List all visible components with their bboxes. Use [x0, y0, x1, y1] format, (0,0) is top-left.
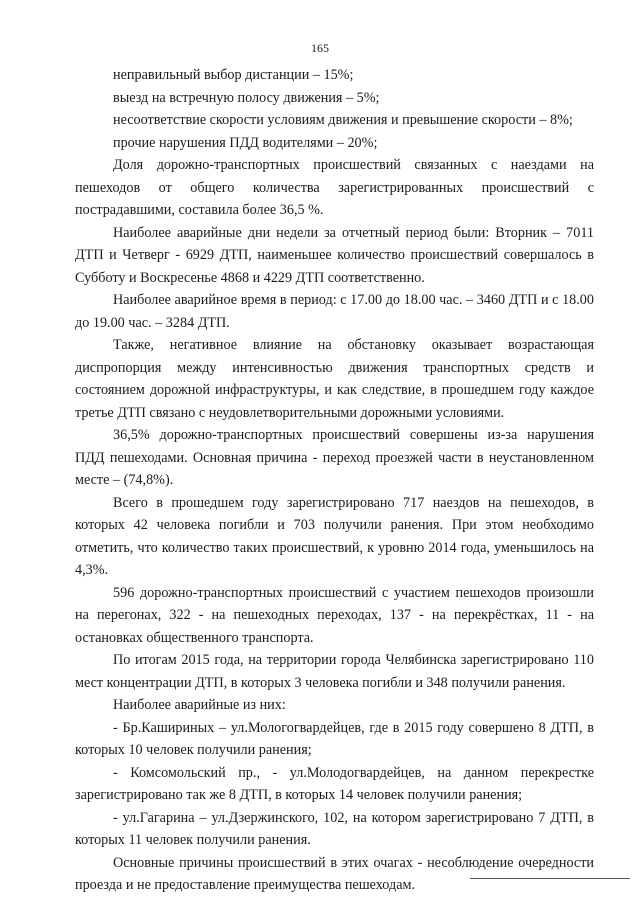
paragraph-14: - Бр.Кашириных – ул.Мологогвардейцев, где в 2015 году совершено 8 ДТП, в которых 10 человек получили ранения; [75, 719, 594, 758]
document-body [75, 64, 594, 897]
paragraph-12: По итогам 2015 года, на территории города Челябинска зарегистрировано 110 мест концентрации ДТП, в которых 3 человека погибли и 348 получили ранения. [75, 652, 594, 691]
paragraph-10: Всего в прошедшем году зарегистрировано 717 наездов на пешеходов, в которых 42 человека погибли и 703 получили ранения. При этом необходимо отметить, что количество таких происшествий, к уровню 2014 года, уменьшилось на 4,3%. [75, 494, 594, 578]
paragraph-15: - Комсомольский пр., - ул.Молодогвардейцев, на данном перекрестке зарегистрировано так же 8 ДТП, в которых 14 человек получили ранения; [75, 764, 594, 803]
page-number: 165 [311, 41, 329, 55]
paragraph-17: Основные причины происшествий в этих очагах - несоблюдение очередности проезда и не предоставление преимущества пешеходам. [75, 854, 594, 893]
paragraph-11: 596 дорожно-транспортных происшествий с участием пешеходов произошли на перегонах, 322 - на пешеходных переходах, 137 - на перекрёстках, 11 - на остановках общественного транспорта. [75, 584, 594, 646]
paragraph-7: Наиболее аварийное время в период: с 17.00 до 18.00 час. – 3460 ДТП и с 18.00 до 19.00 час. – 3284 ДТП. [75, 292, 594, 331]
paragraph-6: Наиболее аварийные дни недели за отчетный период были: Вторник – 7011 ДТП и Четверг - 6929 ДТП, наименьшее количество происшествий совершалось в Субботу и Воскресенье 4868 и 4229 ДТП соответственно. [75, 224, 594, 286]
footer-divider [470, 878, 630, 879]
paragraph-1: неправильный выбор дистанции – 15%; [113, 67, 354, 83]
paragraph-2: выезд на встречную полосу движения – 5%; [113, 89, 380, 106]
paragraph-13: Наиболее аварийные из них: [113, 697, 286, 713]
paragraph-3: несоответствие скорости условиям движения и превышение скорости – 8%; [113, 112, 573, 128]
paragraph-9: 36,5% дорожно-транспортных происшествий совершены из-за нарушения ПДД пешеходами. Основная причина - переход проезжей части в неустановленном месте – (74,8%). [75, 427, 594, 488]
paragraph-16: - ул.Гагарина – ул.Дзержинского, 102, на котором зарегистрировано 7 ДТП, в которых 11 человек получили ранения. [75, 809, 594, 848]
paragraph-8: Также, негативное влияние на обстановку оказывает возрастающая диспропорция между интенсивностью движения транспортных средств и состоянием дорожной инфраструктуры, и как следствие, в прошедшем году каждое третье ДТП связано с неудовлетворительными дорожными условиями. [75, 337, 594, 421]
paragraph-4: прочие нарушения ПДД водителями – 20%; [113, 134, 378, 151]
paragraph-5: Доля дорожно-транспортных происшествий связанных с наездами на пешеходов от общего количества зарегистрированных происшествий с пострадавшими, составила более 36,5 %. [75, 157, 594, 218]
